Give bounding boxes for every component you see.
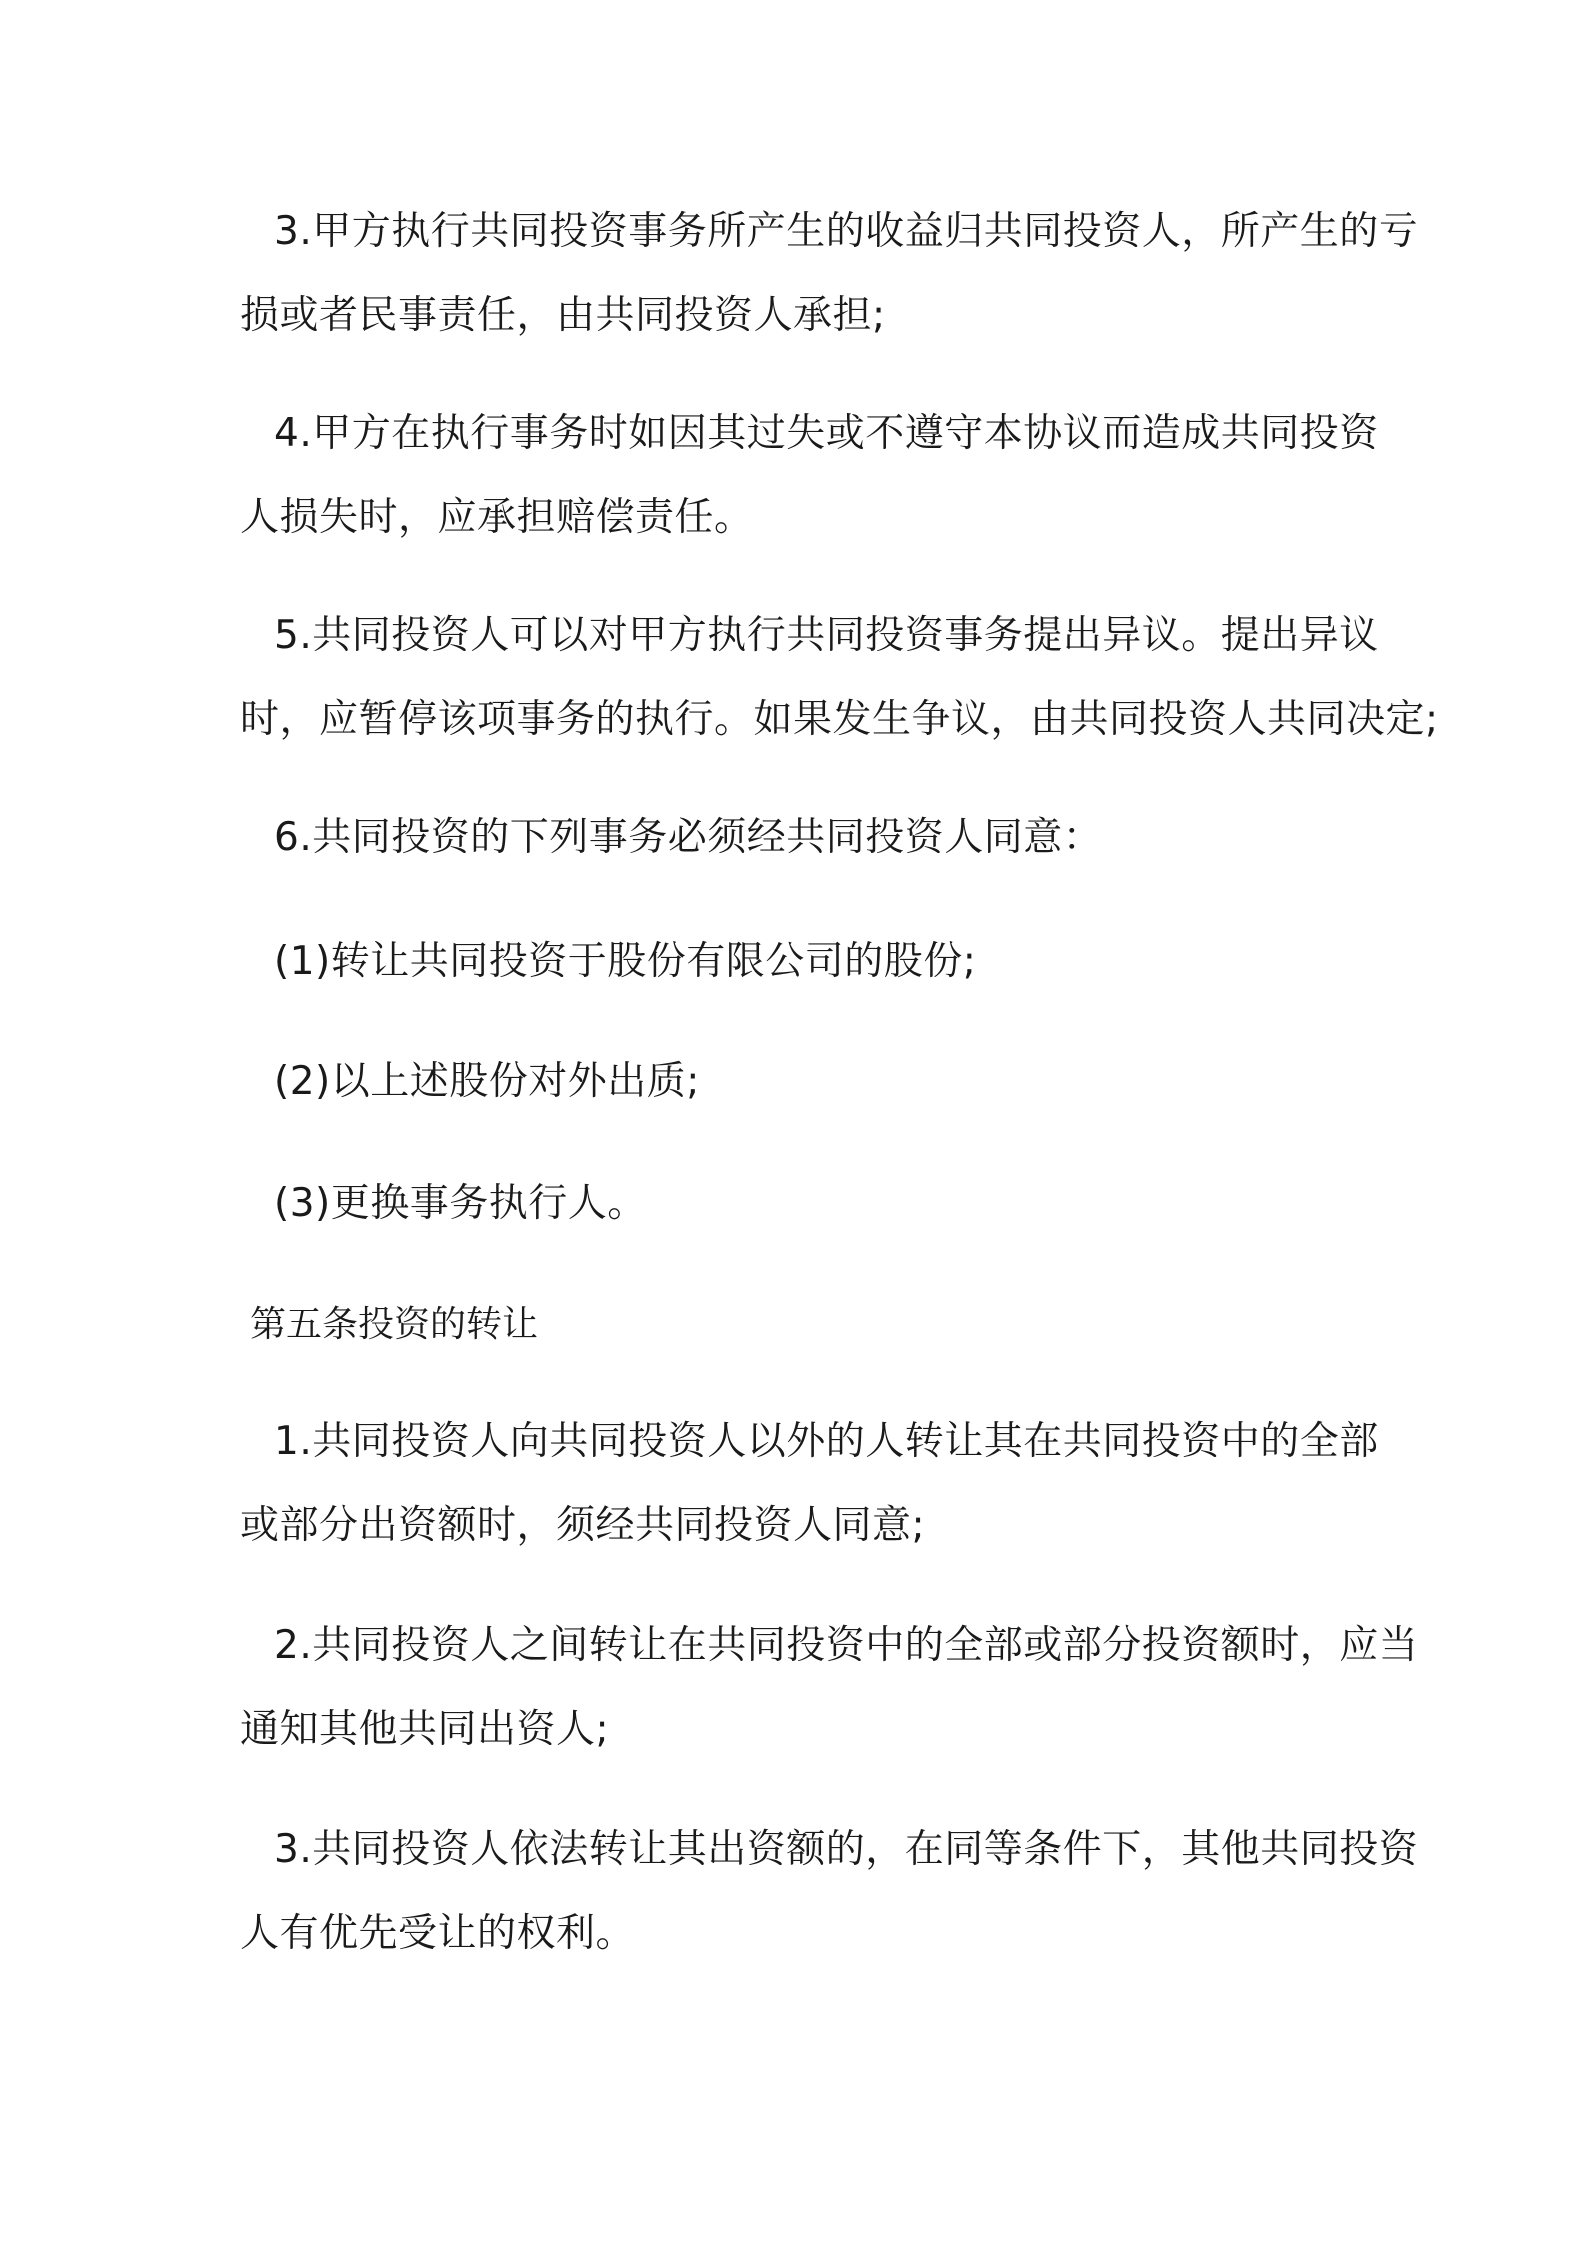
clause-5-1 <box>240 1400 1379 1568</box>
clause-line: 人损失时，应承担赔偿责任。 <box>240 495 754 540</box>
clause-line: 4.甲方在执行事务时如因其过失或不遵守本协议而造成共同投资 <box>274 411 1379 456</box>
clause-line: 1.共同投资人向共同投资人以外的人转让其在共同投资中的全部 <box>274 1419 1379 1464</box>
clause-line: 5.共同投资人可以对甲方执行共同投资事务提出异议。提出异议 <box>274 613 1379 658</box>
article-5-heading: 第五条投资的转让 <box>250 1304 539 1345</box>
clause-line: 2.共同投资人之间转让在共同投资中的全部或部分投资额时，应当 <box>274 1623 1419 1668</box>
clause-line: (3)更换事务执行人。 <box>274 1181 647 1226</box>
clause-4-4 <box>240 392 1379 560</box>
clause-line: (2)以上述股份对外出质; <box>274 1059 700 1104</box>
clause-5-3 <box>240 1808 1419 1976</box>
clause-line: 3.共同投资人依法转让其出资额的，在同等条件下，其他共同投资 <box>274 1827 1419 1872</box>
clause-line: 时，应暂停该项事务的执行。如果发生争议，由共同投资人共同决定; <box>240 697 1439 742</box>
clause-4-6-sub2 <box>240 1040 1360 1124</box>
clause-line: 通知其他共同出资人; <box>240 1707 610 1752</box>
clause-5-2 <box>240 1604 1419 1772</box>
clause-line: 损或者民事责任，由共同投资人承担; <box>240 293 886 338</box>
clause-line: 6.共同投资的下列事务必须经共同投资人同意： <box>274 815 1103 860</box>
clause-4-6 <box>240 796 1360 880</box>
clause-line: 人有优先受让的权利。 <box>240 1911 636 1956</box>
clause-4-5 <box>240 594 1439 762</box>
clause-4-6-sub3 <box>240 1162 1360 1246</box>
clause-line: (1)转让共同投资于股份有限公司的股份; <box>274 939 977 984</box>
clause-line: 或部分出资额时，须经共同投资人同意; <box>240 1503 926 1548</box>
clause-line: 3.甲方执行共同投资事务所产生的收益归共同投资人，所产生的亏 <box>274 209 1419 254</box>
clause-4-3 <box>240 190 1419 358</box>
clause-4-6-sub1 <box>240 920 1360 1004</box>
